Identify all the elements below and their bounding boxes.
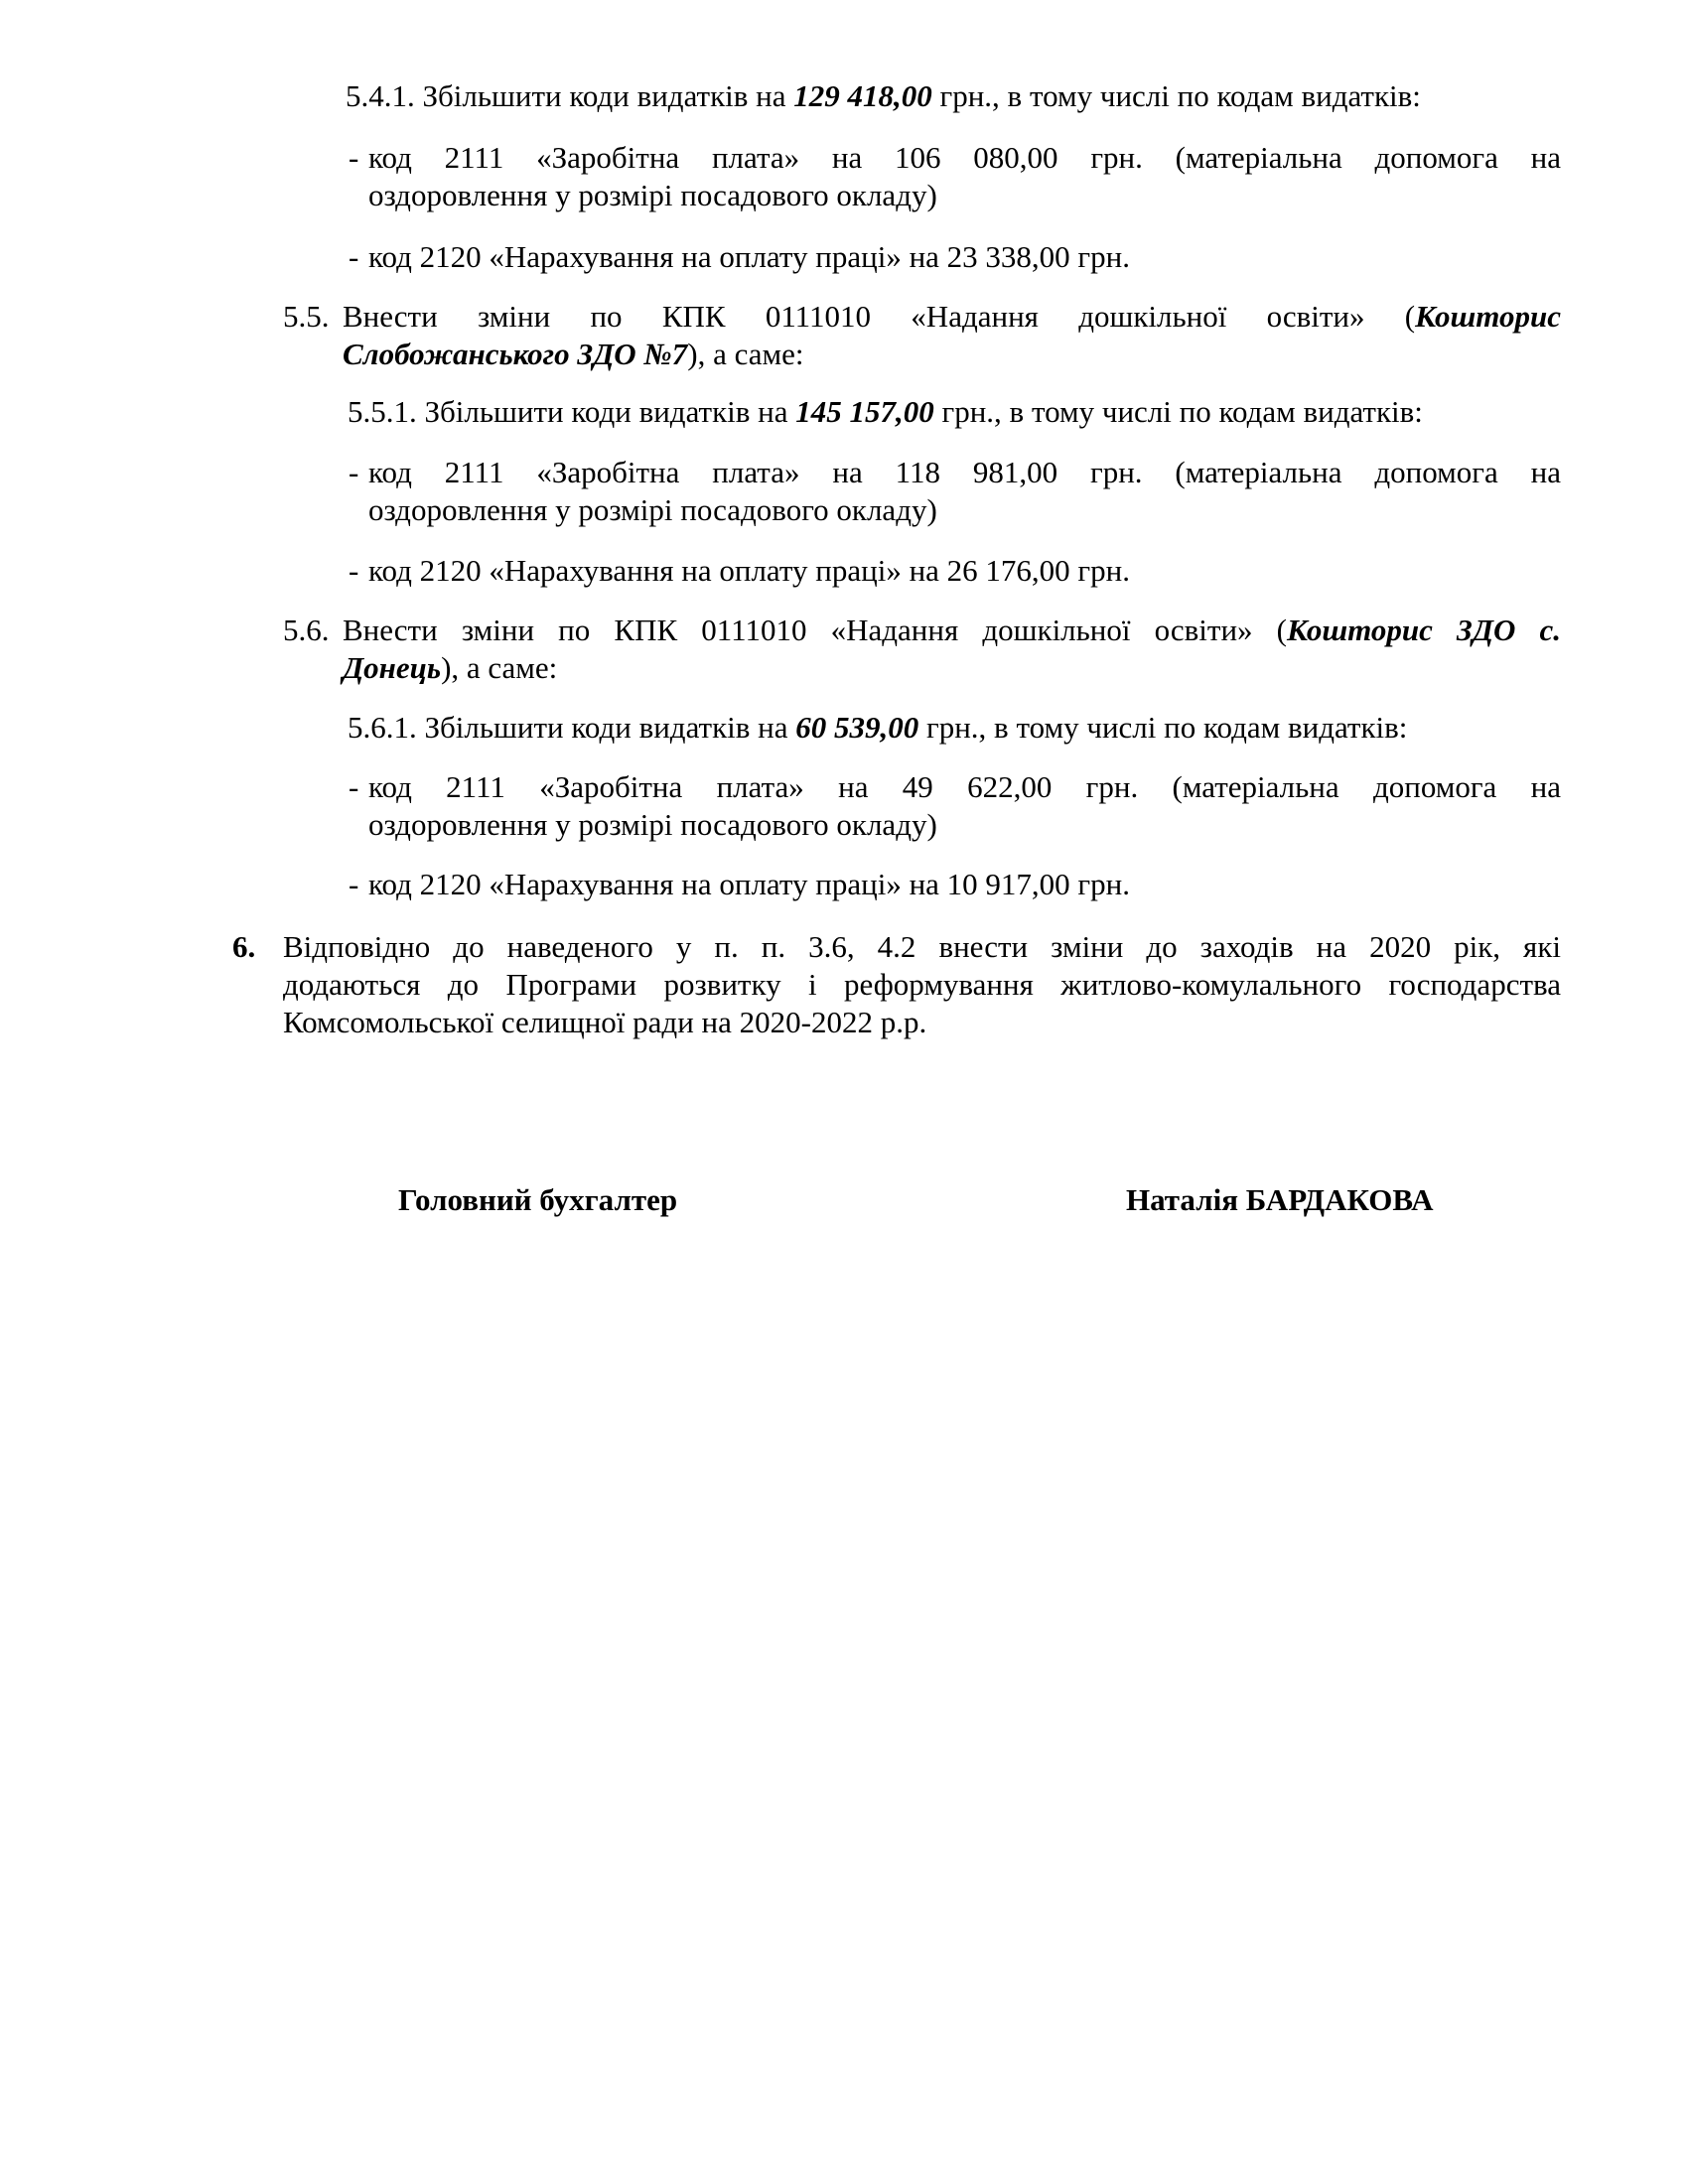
amount: 60 539,00 <box>795 710 919 745</box>
estimate-name: Донець <box>343 650 442 685</box>
item-number: 5.6. <box>283 613 330 647</box>
item-text: грн., в тому числі по кодам видатків: <box>918 710 1408 745</box>
item-number: 5.4.1. <box>346 78 415 113</box>
item-text: Збільшити коди видатків на <box>416 394 796 429</box>
item-text: Внести зміни по КПК 0111010 «Надання дошкільної освіти» ( <box>343 299 1416 334</box>
item-text: Збільшити коди видатків на <box>414 78 794 113</box>
bullet-marker: - <box>349 455 359 489</box>
item-5-5-line <box>343 298 1561 336</box>
item-text: Внести зміни по КПК 0111010 «Надання дошкільної освіти» ( <box>343 613 1288 647</box>
bullet-line: код 2111 «Заробітна плата» на 118 981,00 грн. (матеріальна допомога на <box>368 455 1561 489</box>
bullet-marker: - <box>349 867 359 901</box>
bullet-line: код 2120 «Нарахування на оплату праці» на 10 917,00 грн. <box>368 867 1130 901</box>
item-text: Збільшити коди видатків на <box>416 710 796 745</box>
item-5-4-1 <box>346 77 1421 115</box>
bullet-marker: - <box>349 239 359 274</box>
amount: 145 157,00 <box>795 394 934 429</box>
bullet-marker: - <box>349 553 359 588</box>
item-6-line: Комсомольської селищної ради на 2020-2022 р.р. <box>283 1005 927 1039</box>
amount: 129 418,00 <box>793 78 932 113</box>
bullet-line: оздоровлення у розмірі посадового окладу) <box>368 492 937 527</box>
bullet-marker: - <box>349 769 359 804</box>
item-6-line: додаються до Програми розвитку і реформування житлово-комулального господарства <box>283 967 1561 1002</box>
item-number: 5.5. <box>283 299 330 334</box>
bullet-line: оздоровлення у розмірі посадового окладу) <box>368 178 937 212</box>
item-5-5-line <box>343 336 804 373</box>
item-number: 5.6.1. <box>348 710 417 745</box>
estimate-name: Кошторис <box>1415 299 1561 334</box>
bullet-marker: - <box>349 140 359 175</box>
item-number: 6. <box>232 929 256 964</box>
item-5-6-1 <box>348 709 1407 747</box>
bullet-line: код 2120 «Нарахування на оплату праці» на 26 176,00 грн. <box>368 553 1130 588</box>
item-text: грн., в тому числі по кодам видатків: <box>933 394 1423 429</box>
item-text: ), а саме: <box>687 337 804 371</box>
item-number: 5.5.1. <box>348 394 417 429</box>
signature-name: Наталія БАРДАКОВА <box>1126 1182 1434 1217</box>
estimate-name: Кошторис ЗДО с. <box>1287 613 1562 647</box>
signature-position: Головний бухгалтер <box>398 1182 678 1217</box>
bullet-line: код 2120 «Нарахування на оплату праці» на 23 338,00 грн. <box>368 239 1130 274</box>
item-text: ), а саме: <box>441 650 558 685</box>
bullet-line: оздоровлення у розмірі посадового окладу) <box>368 807 937 842</box>
bullet-line: код 2111 «Заробітна плата» на 106 080,00 грн. (матеріальна допомога на <box>368 140 1561 175</box>
bullet-line: код 2111 «Заробітна плата» на 49 622,00 грн. (матеріальна допомога на <box>368 769 1561 804</box>
item-text: грн., в тому числі по кодам видатків: <box>931 78 1421 113</box>
item-6-line: Відповідно до наведеного у п. п. 3.6, 4.2 внести зміни до заходів на 2020 рік, які <box>283 929 1561 964</box>
item-5-5-1 <box>348 393 1423 431</box>
item-5-6-line <box>343 649 557 687</box>
estimate-name: Слобожанського ЗДО №7 <box>343 337 688 371</box>
item-5-6-line <box>343 612 1561 649</box>
